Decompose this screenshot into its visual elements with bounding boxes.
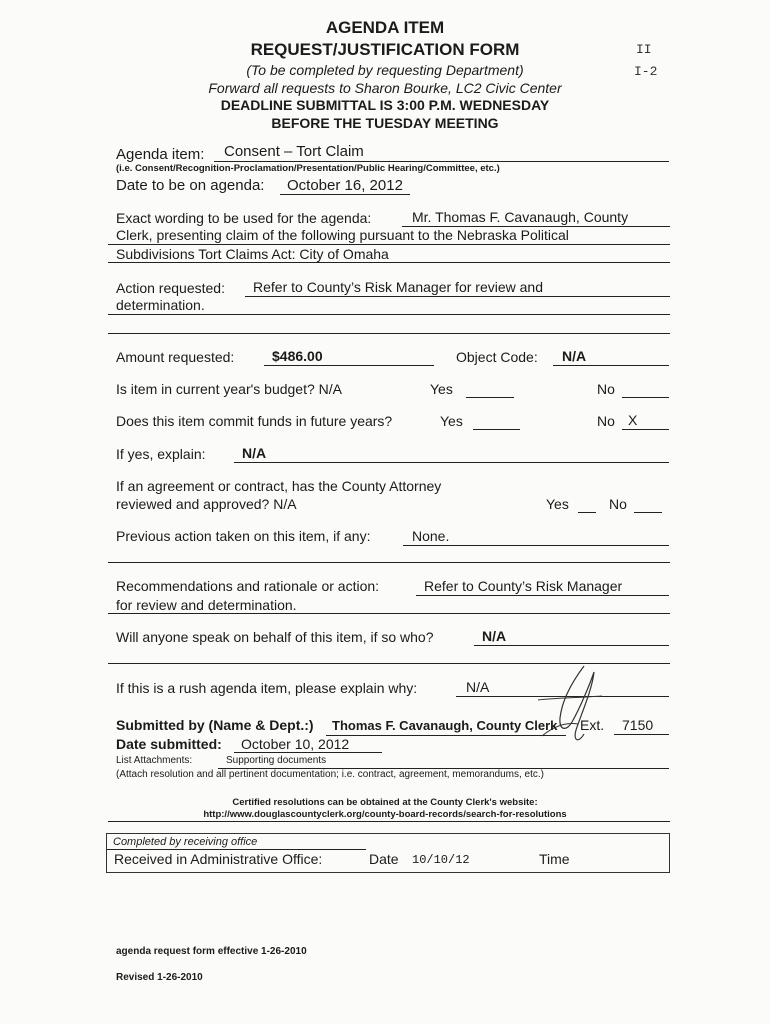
certified-link[interactable]: http://www.douglascountyclerk.org/county-board-records/search-for-resolutions: [203, 809, 567, 820]
agreement-yes-label: Yes: [546, 496, 569, 512]
agreement-no-label: No: [609, 496, 627, 512]
budget-no-blank: [622, 397, 669, 398]
attachments-note: (Attach resolution and all pertinent documentation; i.e. contract, agreement, memorandums, etc.): [116, 769, 544, 780]
agenda-date-underline: [280, 194, 410, 195]
recommendations-line-1: Refer to County’s Risk Manager: [424, 578, 623, 594]
agenda-date-value: October 16, 2012: [287, 177, 403, 194]
corner-mark-2: I-2: [634, 64, 658, 79]
agenda-item-hint: (i.e. Consent/Recognition-Proclamation/Presentation/Public Hearing/Committee, etc.): [116, 163, 500, 174]
separator-line: [108, 562, 670, 563]
deadline-line-2: BEFORE THE TUESDAY MEETING: [271, 115, 499, 131]
receiving-office-heading-rule: [107, 849, 366, 850]
agenda-item-value: Consent – Tort Claim: [224, 143, 364, 160]
submitted-by-label: Submitted by (Name & Dept.:): [116, 717, 314, 733]
action-underline-2: [108, 314, 670, 315]
wording-line-3: Subdivisions Tort Claims Act: City of Omaha: [116, 246, 389, 262]
wording-underline-2: [108, 244, 670, 245]
object-code-label: Object Code:: [456, 349, 538, 365]
future-question: Does this item commit funds in future years?: [116, 413, 393, 429]
speaker-value: N/A: [482, 628, 507, 644]
object-code-underline: [553, 365, 669, 366]
previous-action-value: None.: [412, 528, 450, 544]
budget-yes-label: Yes: [430, 381, 453, 397]
date-submitted-value: October 10, 2012: [241, 736, 350, 752]
certified-note: Certified resolutions can be obtained at the County Clerk's website:: [232, 797, 538, 808]
header-note-1: (To be completed by requesting Department): [246, 62, 524, 78]
agreement-question-2: reviewed and approved? N/A: [116, 496, 297, 512]
footer-revised: Revised 1-26-2010: [116, 972, 203, 983]
receiving-office-box: [106, 833, 670, 873]
action-label: Action requested:: [116, 280, 225, 296]
action-line-1: Refer to County’s Risk Manager for review and: [253, 279, 543, 295]
recommendations-label: Recommendations and rationale or action:: [116, 578, 380, 594]
future-no-label: No: [597, 413, 615, 429]
amount-label: Amount requested:: [116, 349, 235, 365]
ext-label: Ext.: [580, 717, 605, 733]
ext-value: 7150: [622, 717, 654, 733]
blank-line: [108, 333, 670, 334]
attachments-label: List Attachments:: [116, 755, 193, 766]
budget-no-label: No: [597, 381, 615, 397]
recommendations-underline-2: [108, 613, 670, 614]
budget-yes-blank: [466, 397, 514, 398]
receiving-office-heading: Completed by receiving office: [113, 836, 258, 848]
previous-action-underline: [403, 545, 669, 546]
action-line-2: determination.: [116, 297, 205, 313]
explain-label: If yes, explain:: [116, 446, 206, 462]
agreement-yes-blank: [578, 512, 596, 513]
budget-question: Is item in current year's budget? N/A: [116, 381, 342, 397]
attachments-value: Supporting documents: [226, 755, 327, 766]
action-underline-1: [245, 296, 670, 297]
future-no-value: X: [628, 412, 638, 428]
deadline-line-1: DEADLINE SUBMITTAL IS 3:00 P.M. WEDNESDAY: [220, 97, 550, 113]
received-date-value: 10/10/12: [412, 853, 470, 867]
wording-label: Exact wording to be used for the agenda:: [116, 210, 372, 226]
header-note-2: Forward all requests to Sharon Bourke, LC2 Civic Center: [208, 80, 562, 96]
agenda-item-label: Agenda item:: [116, 146, 205, 163]
rush-value: N/A: [466, 679, 490, 695]
wording-line-2: Clerk, presenting claim of the following pursuant to the Nebraska Political: [116, 227, 569, 243]
recommendations-line-2: for review and determination.: [116, 597, 297, 613]
recommendations-underline-1: [416, 595, 669, 596]
object-code-value: N/A: [562, 348, 587, 364]
wording-line-1: Mr. Thomas F. Cavanaugh, County: [412, 209, 629, 225]
explain-value: N/A: [242, 445, 267, 461]
received-label: Received in Administrative Office:: [114, 851, 323, 867]
speaker-label: Will anyone speak on behalf of this item, if so who?: [116, 629, 434, 645]
amount-underline: [264, 365, 434, 366]
submitted-by-value: Thomas F. Cavanaugh, County Clerk: [332, 718, 558, 733]
previous-action-label: Previous action taken on this item, if any:: [116, 528, 371, 544]
future-yes-label: Yes: [440, 413, 463, 429]
submitted-by-underline: [326, 735, 566, 736]
agreement-no-blank: [634, 512, 662, 513]
agenda-item-underline: [214, 161, 669, 162]
received-time-label: Time: [539, 851, 570, 867]
rush-label: If this is a rush agenda item, please explain why:: [116, 680, 418, 696]
explain-underline: [234, 462, 669, 463]
ext-underline: [614, 734, 669, 735]
agenda-date-label: Date to be on agenda:: [116, 177, 265, 194]
received-date-label: Date: [369, 851, 399, 867]
signature-icon: [532, 660, 612, 755]
certified-separator: [108, 821, 670, 822]
corner-mark-1: II: [636, 42, 652, 57]
future-no-blank: [622, 429, 669, 430]
form-title: AGENDA ITEM: [325, 18, 445, 37]
amount-value: $486.00: [272, 348, 323, 364]
date-submitted-underline: [234, 752, 382, 753]
agreement-question-1: If an agreement or contract, has the County Attorney: [116, 478, 442, 494]
date-submitted-label: Date submitted:: [116, 736, 222, 752]
footer-effective: agenda request form effective 1-26-2010: [116, 946, 307, 957]
future-yes-blank: [473, 429, 520, 430]
speaker-underline: [474, 645, 669, 646]
wording-underline-3: [108, 262, 670, 263]
form-subtitle: REQUEST/JUSTIFICATION FORM: [250, 40, 520, 59]
